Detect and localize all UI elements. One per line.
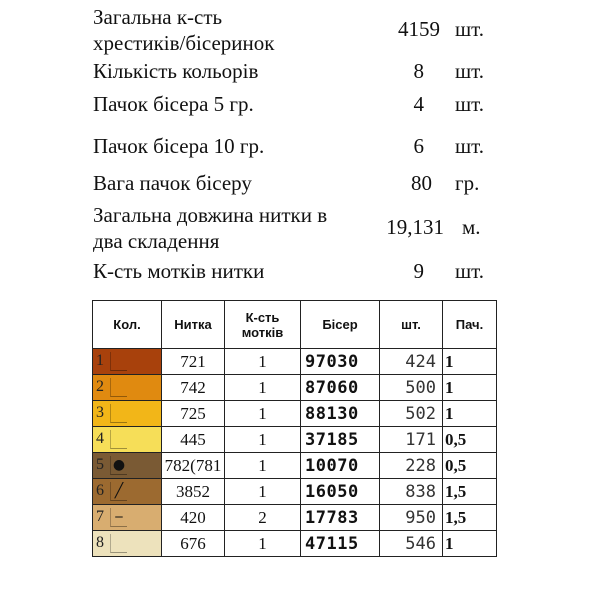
pack-count: 0,5 [443, 453, 497, 479]
bead-count: 424 [380, 349, 443, 375]
summary-value: 80 [411, 171, 432, 195]
stitch-symbol-icon [110, 534, 127, 553]
bead-code: 97030 [301, 349, 380, 375]
table-row [93, 505, 497, 531]
color-index: 8 [96, 534, 104, 551]
bead-count: 500 [380, 375, 443, 401]
bead-code: 37185 [301, 427, 380, 453]
bead-code: 47115 [301, 531, 380, 557]
thread-code: 3852 [162, 479, 225, 505]
summary-unit: шт. [455, 134, 485, 158]
summary-unit: шт. [455, 17, 485, 41]
bead-count: 171 [380, 427, 443, 453]
pack-count: 1,5 [443, 479, 497, 505]
stitch-symbol-icon: ‒ [110, 508, 127, 527]
color-swatch [93, 427, 162, 453]
bead-code: 17783 [301, 505, 380, 531]
skein-count: 2 [225, 505, 301, 531]
table-header-row [93, 301, 497, 349]
bead-count: 228 [380, 453, 443, 479]
skein-count: 1 [225, 427, 301, 453]
thread-code: 721 [162, 349, 225, 375]
summary-label: Вага пачок бісеру [93, 171, 252, 195]
summary-label: Пачок бісера 10 гр. [93, 134, 265, 158]
bead-code: 16050 [301, 479, 380, 505]
header-packs: Пач. [443, 301, 497, 349]
summary-unit: шт. [455, 59, 485, 83]
color-swatch [93, 349, 162, 375]
summary-label: Кількість кольорів [93, 59, 259, 83]
stitch-symbol-icon [110, 378, 127, 397]
table-row [93, 349, 497, 375]
summary-value: 9 [413, 259, 424, 283]
color-index: 3 [96, 404, 104, 421]
header-count: шт. [380, 301, 443, 349]
color-index: 5 [96, 456, 104, 473]
skein-count: 1 [225, 349, 301, 375]
bead-code: 88130 [301, 401, 380, 427]
color-index: 6 [96, 482, 104, 499]
color-swatch [93, 505, 162, 531]
color-swatch [93, 531, 162, 557]
table-row [93, 427, 497, 453]
bead-count: 546 [380, 531, 443, 557]
thread-code: 676 [162, 531, 225, 557]
summary-unit: шт. [455, 92, 485, 116]
summary-value: 6 [413, 134, 424, 158]
color-index: 7 [96, 508, 104, 525]
summary-value: 4 [413, 92, 424, 116]
header-thread: Нитка [162, 301, 225, 349]
stitch-symbol-icon [110, 430, 127, 449]
skein-count: 1 [225, 375, 301, 401]
summary-unit: шт. [455, 259, 485, 283]
bead-count: 950 [380, 505, 443, 531]
color-swatch [93, 401, 162, 427]
color-swatch [93, 375, 162, 401]
thread-code: 782(781 [162, 453, 225, 479]
summary-unit: гр. [455, 171, 480, 195]
pack-count: 1,5 [443, 505, 497, 531]
thread-code: 445 [162, 427, 225, 453]
skein-count: 1 [225, 479, 301, 505]
summary-value: 8 [413, 59, 424, 83]
bead-count: 502 [380, 401, 443, 427]
color-index: 1 [96, 352, 104, 369]
header-bead: Бісер [301, 301, 380, 349]
thread-code: 725 [162, 401, 225, 427]
summary-unit: м. [462, 215, 481, 239]
color-index: 2 [96, 378, 104, 395]
header-color: Кол. [93, 301, 162, 349]
summary-value: 4159 [398, 17, 440, 41]
color-swatch [93, 479, 162, 505]
pack-count: 1 [443, 349, 497, 375]
color-table [92, 300, 497, 557]
bead-count: 838 [380, 479, 443, 505]
table-row [93, 375, 497, 401]
bead-code: 10070 [301, 453, 380, 479]
summary-value: 19,131 [386, 215, 444, 239]
table-row [93, 453, 497, 479]
color-index: 4 [96, 430, 104, 447]
pack-count: 1 [443, 531, 497, 557]
header-skeins: К-сть мотків [225, 301, 301, 349]
color-swatch [93, 453, 162, 479]
table-row [93, 401, 497, 427]
summary-label: К-сть мотків нитки [93, 259, 265, 283]
table-row [93, 531, 497, 557]
summary-label: Загальна к-сть хрестиків/бісеринок [93, 5, 275, 55]
stitch-symbol-icon: ╱ [110, 482, 127, 501]
skein-count: 1 [225, 453, 301, 479]
skein-count: 1 [225, 531, 301, 557]
table-row [93, 479, 497, 505]
pack-count: 0,5 [443, 427, 497, 453]
pack-count: 1 [443, 375, 497, 401]
summary-label: Загальна довжина нитки в два складення [93, 203, 328, 253]
pack-count: 1 [443, 401, 497, 427]
stitch-symbol-icon [110, 352, 127, 371]
bead-code: 87060 [301, 375, 380, 401]
stitch-symbol-icon: ● [110, 456, 127, 475]
thread-code: 742 [162, 375, 225, 401]
stitch-symbol-icon [110, 404, 127, 423]
summary-label: Пачок бісера 5 гр. [93, 92, 254, 116]
thread-code: 420 [162, 505, 225, 531]
skein-count: 1 [225, 401, 301, 427]
